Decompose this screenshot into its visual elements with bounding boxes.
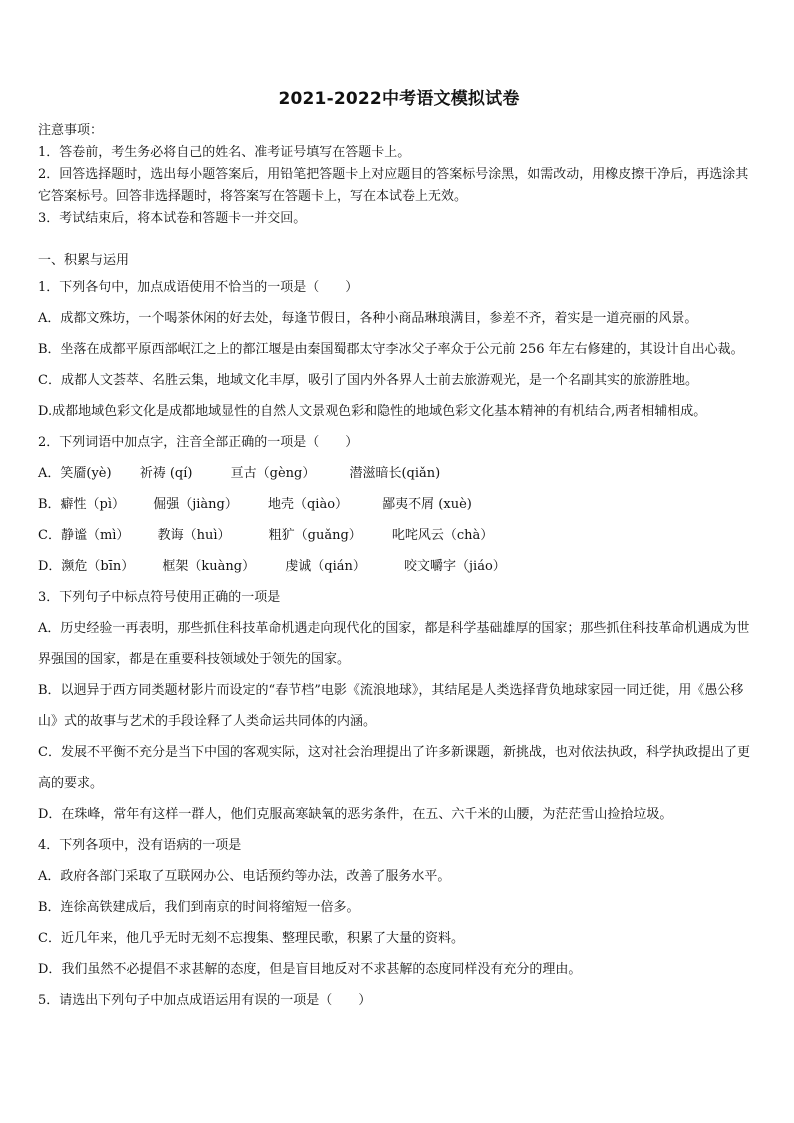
question-option: D．在珠峰，常年有这样一群人，他们克服高寒缺氧的恶劣条件，在五、六千米的山腰，为茫茫雪山捡拾垃圾。 xyxy=(38,807,673,822)
question-option: B．连徐高铁建成后，我们到南京的时间将缩短一倍多。 xyxy=(38,900,360,915)
option-cell: B．癖性（pì） xyxy=(38,497,126,512)
option-cell: 祈祷 (qí) xyxy=(139,466,193,481)
notice-block xyxy=(38,120,760,230)
question-3 xyxy=(38,582,760,830)
option-row-d xyxy=(38,551,760,582)
question-4 xyxy=(38,830,760,985)
exam-title: 2021-2022中考语文模拟试卷 xyxy=(278,89,520,109)
notice-item-1: 1．答卷前，考生务必将自己的姓名、准考证号填写在答题卡上。 xyxy=(38,145,411,160)
option-cell: 咬文嚼字（jiáo） xyxy=(404,559,506,574)
question-option: D．我们虽然不必提倡不求甚解的态度，但是盲目地反对不求甚解的态度同样没有充分的理由。 xyxy=(38,962,582,977)
option-cell: 倔强（jiàng） xyxy=(153,497,238,512)
question-stem: 5．请选出下列句子中加点成语运用有误的一项是（ ） xyxy=(38,993,372,1008)
option-cell: 亘古（gèng） xyxy=(230,466,316,481)
option-row-a xyxy=(38,458,760,489)
question-stem: 1．下列各句中，加点成语使用不恰当的一项是（ ） xyxy=(38,280,359,295)
question-option: C．发展不平衡不充分是当下中国的客观实际，这对社会治理提出了许多新课题，新挑战，也对依法执政，科学执政提出了更高的要求。 xyxy=(38,745,750,791)
option-cell: 潜滋暗长(qiǎn) xyxy=(349,466,441,481)
question-option: A．历史经验一再表明，那些抓住科技革命机遇走向现代化的国家，都是科学基础雄厚的国家；那些抓住科技革命机遇成为世界强国的国家，都是在重要科技领域处于领先的国家。 xyxy=(38,621,750,667)
question-option: B．以迥异于西方同类题材影片而设定的“春节档”电影《流浪地球》，其结尾是人类选择背负地球家园一同迁徙，用《愚公移山》式的故事与艺术的手段诠释了人类命运共同体的内涵。 xyxy=(38,683,744,729)
question-option: B．坐落在成都平原西部岷江之上的都江堰是由秦国蜀郡太守李冰父子率众于公元前 256 年左右修建的，其设计自出心裁。 xyxy=(38,342,744,357)
question-stem: 4．下列各项中，没有语病的一项是 xyxy=(38,838,242,853)
question-2 xyxy=(38,427,760,582)
option-cell: A．笑靥(yè) xyxy=(38,466,112,481)
notice-item-2: 2．回答选择题时，选出每小题答案后，用铅笔把答题卡上对应题目的答案标号涂黑，如需改动，用橡皮擦干净后，再选涂其它答案标号。回答非选择题时，将答案写在答题卡上，写在本试卷上无效。 xyxy=(38,167,749,204)
question-option: A．成都文殊坊，一个喝茶休闲的好去处，每逢节假日，各种小商品琳琅满目，参差不齐，着实是一道亮丽的风景。 xyxy=(38,311,698,326)
option-cell: 教诲（huì） xyxy=(157,528,231,543)
question-stem: 3．下列句子中标点符号使用正确的一项是 xyxy=(38,590,281,605)
option-row-c xyxy=(38,520,760,551)
option-cell: C．静谧（mì） xyxy=(38,528,130,543)
option-cell: 框架（kuàng） xyxy=(162,559,256,574)
question-option: C．近几年来，他几乎无时无刻不忘搜集、整理民歌，积累了大量的资料。 xyxy=(38,931,464,946)
question-1 xyxy=(38,272,760,427)
notice-item-3: 3．考试结束后，将本试卷和答题卡一并交回。 xyxy=(38,211,307,226)
notice-heading: 注意事项： xyxy=(38,123,104,138)
section-heading: 一、积累与运用 xyxy=(38,253,130,268)
question-option: D.成都地域色彩文化是成都地域显性的自然人文景观色彩和隐性的地域色彩文化基本精神的有机结合,两者相辅相成。 xyxy=(38,404,707,419)
option-cell: 地壳（qiào） xyxy=(267,497,349,512)
question-option: A．政府各部门采取了互联网办公、电话预约等办法，改善了服务水平。 xyxy=(38,869,451,884)
option-cell: 叱咤风云（chà） xyxy=(391,528,494,543)
option-cell: D．濒危（bīn） xyxy=(38,559,135,574)
option-cell: 鄙夷不屑 (xuè) xyxy=(382,497,472,512)
option-row-b xyxy=(38,489,760,520)
question-stem: 2．下列词语中加点字，注音全部正确的一项是（ ） xyxy=(38,435,359,450)
question-5 xyxy=(38,985,760,1016)
option-cell: 粗犷（guǎng） xyxy=(268,528,362,543)
option-cell: 虔诚（qián） xyxy=(285,559,366,574)
question-option: C．成都人文荟萃、名胜云集，地域文化丰厚，吸引了国内外各界人士前去旅游观光，是一个名副其实的旅游胜地。 xyxy=(38,373,698,388)
